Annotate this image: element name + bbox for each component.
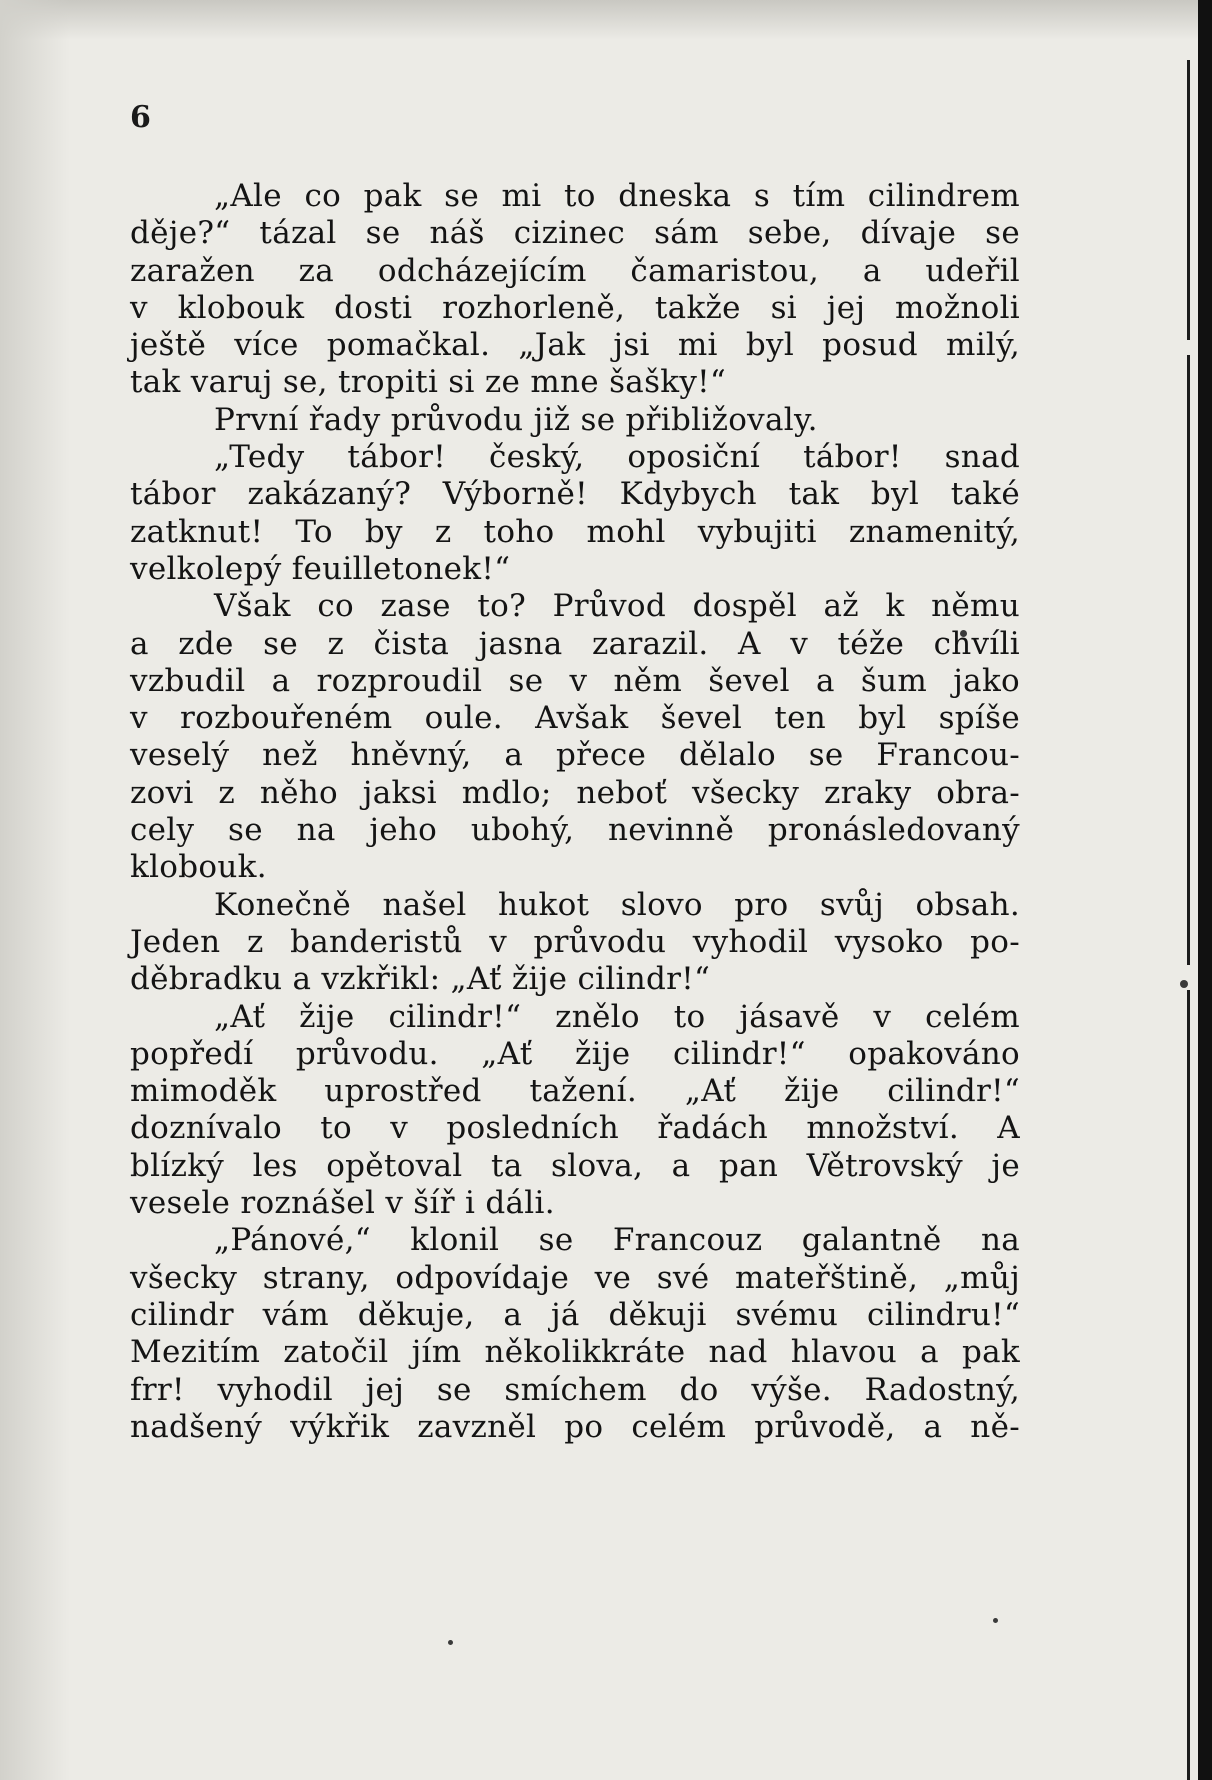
- text-line: popředí průvodu. „Ať žije cilindr!“ opakováno: [130, 1035, 1020, 1072]
- text-line: cely se na jeho ubohý, nevinně pronásledovaný: [130, 812, 1020, 849]
- text-line: zaražen za odcházejícím čamaristou, a udeřil: [130, 252, 1020, 289]
- text-line: „Tedy tábor! český, oposiční tábor! snad: [214, 439, 1020, 476]
- text-line: Jeden z banderistů v průvodu vyhodil vysoko po-: [130, 923, 1020, 960]
- text-line: ještě více pomačkal. „Jak jsi mi byl posud milý,: [130, 327, 1020, 364]
- text-line: První řady průvodu již se přibližovaly.: [214, 401, 818, 438]
- scan-speck: [448, 1640, 453, 1645]
- page-number: 6: [130, 100, 151, 135]
- text-line: a zde se z čista jasna zarazil. A v téže chvíli: [130, 625, 1020, 662]
- text-line: tak varuj se, tropiti si ze mne šašky!“: [130, 364, 727, 401]
- body-text: [130, 178, 1020, 1446]
- text-line: mimoděk uprostřed tažení. „Ať žije cilindr!“: [130, 1073, 1020, 1110]
- text-line: v klobouk dosti rozhorleně, takže si jej možnoli: [130, 289, 1020, 326]
- text-line: všecky strany, odpovídaje ve své mateřštině, „můj: [130, 1259, 1020, 1296]
- text-line: vesele roznášel v šíř i dáli.: [130, 1185, 555, 1222]
- binding-shadow-line: [1187, 355, 1190, 965]
- scan-speck: [1180, 980, 1188, 988]
- text-line: frr! vyhodil jej se smíchem do výše. Radostný,: [130, 1371, 1020, 1408]
- text-line: zovi z něho jaksi mdlo; neboť všecky zraky obra-: [130, 774, 1020, 811]
- text-line: Však co zase to? Průvod dospěl až k němu: [214, 588, 1020, 625]
- text-line: cilindr vám děkuje, a já děkuji svému cilindru!“: [130, 1296, 1020, 1333]
- binding-shadow-line: [1187, 990, 1190, 1780]
- page-left-shadow: [0, 0, 70, 1780]
- text-line: děje?“ tázal se náš cizinec sám sebe, dívaje se: [130, 215, 1020, 252]
- text-line: veselý než hněvný, a přece dělalo se Francou-: [130, 737, 1020, 774]
- text-line: „Pánové,“ klonil se Francouz galantně na: [214, 1222, 1020, 1259]
- text-line: „Ale co pak se mi to dneska s tím cilindrem: [214, 178, 1020, 214]
- text-line: zatknut! To by z toho mohl vybujiti znamenitý,: [130, 513, 1020, 550]
- binding-shadow-line: [1187, 60, 1190, 340]
- text-line: blízký les opětoval ta slova, a pan Větrovský je: [130, 1147, 1020, 1184]
- text-line: Konečně našel hukot slovo pro svůj obsah.: [214, 886, 1020, 923]
- text-line: děbradku a vzkřikl: „Ať žije cilindr!“: [130, 961, 711, 998]
- text-line: tábor zakázaný? Výborně! Kdybych tak byl také: [130, 476, 1020, 513]
- text-line: doznívalo to v posledních řadách množství. A: [130, 1110, 1020, 1147]
- page-right-edge: [1198, 0, 1212, 1780]
- text-line: Mezitím zatočil jím několikkráte nad hlavou a pak: [130, 1334, 1020, 1371]
- text-line: velkolepý feuilletonek!“: [130, 550, 511, 587]
- page-top-shadow: [0, 0, 1212, 40]
- text-line: klobouk.: [130, 849, 267, 886]
- text-line: v rozbouřeném oule. Avšak ševel ten byl spíše: [130, 700, 1020, 737]
- text-line: „Ať žije cilindr!“ znělo to jásavě v celém: [214, 998, 1020, 1035]
- text-line: vzbudil a rozproudil se v něm ševel a šum jako: [130, 662, 1020, 699]
- scan-speck: [993, 1618, 998, 1623]
- text-line: nadšený výkřik zavzněl po celém průvodě, a ně-: [130, 1408, 1020, 1445]
